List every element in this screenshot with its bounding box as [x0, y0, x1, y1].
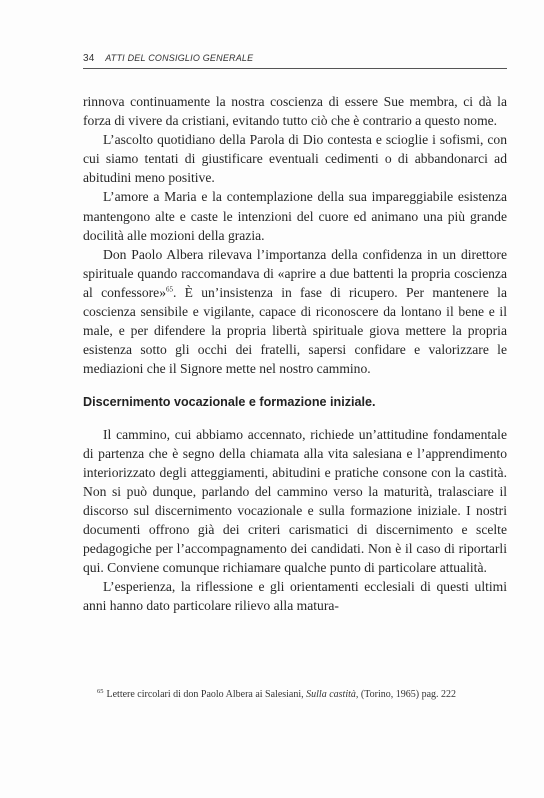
paragraph: Il cammino, cui abbiamo accennato, richiede un’attitudine fondamentale di partenza che è segno della chiamata alla vita salesiana e l’apprendimento interiorizzato degli atteggiamenti, abitudini e pratiche consone con la castità. Non si può dunque, parlando del cammino verso la maturità, tralasciare il discorso sul discernimento vocazionale e sulla formazione iniziale. I nostri documenti offrono già dei criteri carismatici di discernimento e scelte pedagogiche per l’accompagnamento dei candidati. Non è il caso di riportarli qui. Conviene comunque richiamare qualche punto di particolare attualità.: [83, 426, 507, 576]
footnote: [83, 688, 507, 702]
paragraph: L’amore a Maria e la contemplazione della sua impareggiabile esistenza mantengono alte e caste le intenzioni del cuore ed animano una più grande docilità alle mozioni della grazia.: [83, 189, 507, 243]
footnote-text: (Torino, 1965) pag. 222: [358, 689, 457, 700]
footnote-number: 65: [97, 687, 104, 695]
footnote-reference[interactable]: 65: [166, 285, 173, 294]
paragraph: L’esperienza, la riflessione e gli orientamenti ecclesiali di questi ultimi anni hanno dato particolare rilievo alla matura-: [83, 579, 507, 614]
body-text: [83, 92, 507, 615]
paragraph-text: Don Paolo Albera rilevava l’importanza della confidenza in un direttore spirituale quando raccomandava di «aprire a due battenti la propria coscienza al confessore»: [83, 246, 507, 300]
footnote-title: Sulla castità,: [306, 689, 359, 700]
paragraph-text: . È un’insistenza in fase di ricupero. Per mantenere la coscienza sensibile e vigilante, capace di riconoscere da lontano il bene e il male, e per difendere la propria libertà spirituale giova mettere la propria esistenza sotto gli occhi dei fratelli, sapersi confidare e valorizzare le mediazioni che il Signore mette nel nostro cammino.: [83, 284, 507, 377]
header-rule: [83, 68, 507, 69]
paragraph-with-note: [83, 245, 507, 379]
series-title: ATTI DEL CONSIGLIO GENERALE: [105, 53, 254, 63]
footnote-text: Lettere circolari di don Paolo Albera ai Salesiani,: [106, 689, 307, 700]
page-number: 34: [83, 53, 95, 64]
section-heading: Discernimento vocazionale e formazione iniziale.: [83, 395, 376, 410]
paragraph: L’ascolto quotidiano della Parola di Dio contesta e scioglie i sofismi, con cui siamo tentati di giustificare eventuali cedimenti o di abbandonarci ad abitudini meno positive.: [83, 132, 507, 186]
paragraph: rinnova continuamente la nostra coscienza di essere Sue membra, ci dà la forza di vivere da cristiani, evitando tutto ciò che è contrario a questo nome.: [83, 94, 507, 129]
